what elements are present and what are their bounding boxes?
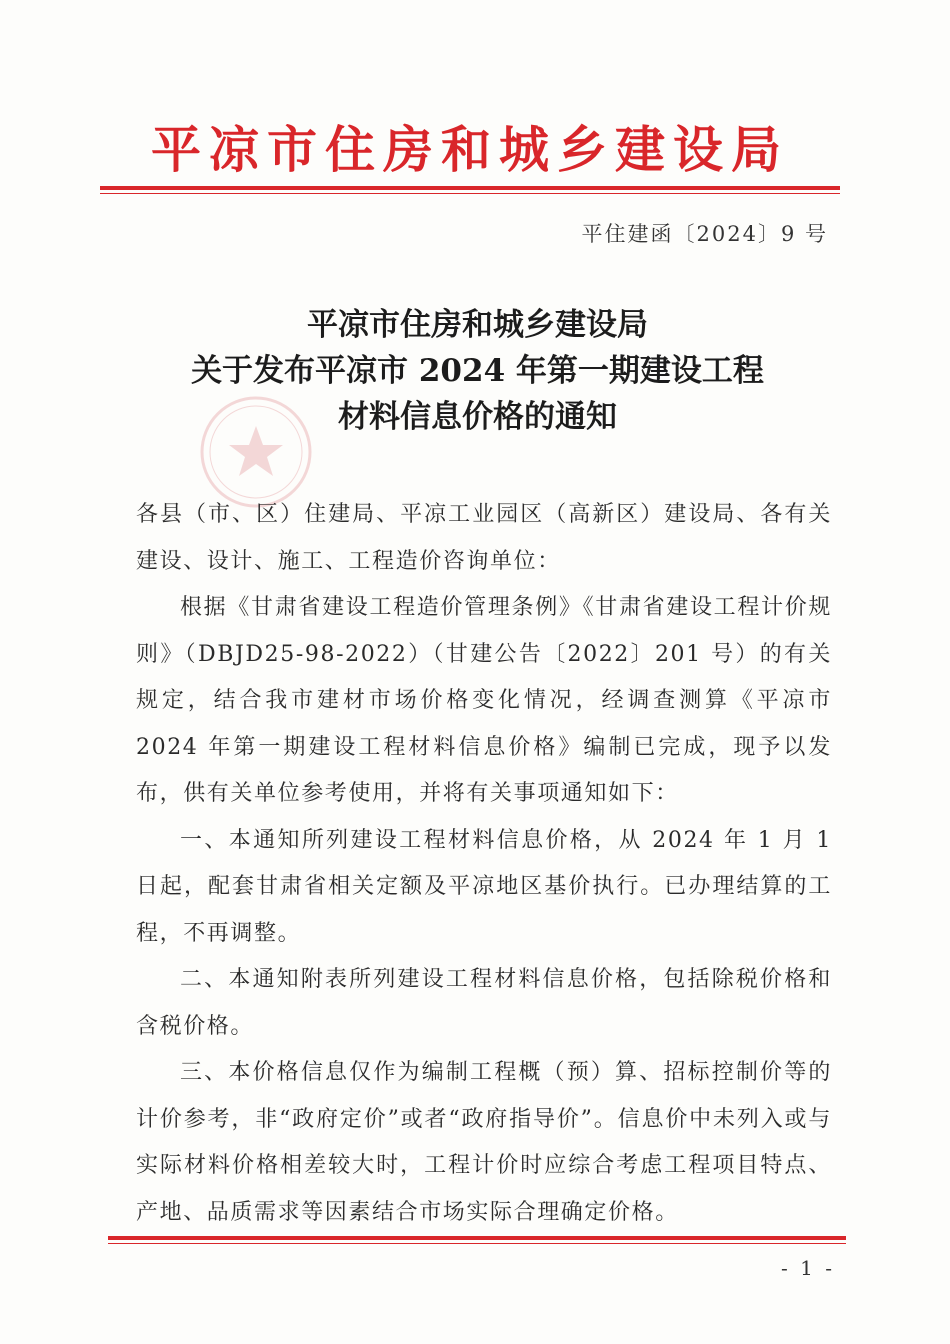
paragraph-basis: 根据《甘肃省建设工程造价管理条例》《甘肃省建设工程计价规则》（DBJD25-98-2022）（甘建公告〔2022〕201 号）的有关规定，结合我市建材市场价格变化情况，经调查测算《平凉市 2024 年第一期建设工程材料信息价格》编制已完成，现予以发布，供有关单位参考使用，并将有关事项通知如下： — [136, 595, 832, 806]
title-line-1: 平凉市住房和城乡建设局 — [307, 307, 648, 343]
notice-body — [136, 492, 832, 1236]
title-line-3: 材料信息价格的通知 — [338, 399, 617, 435]
salutation: 各县（市、区）住建局、平凉工业园区（高新区）建设局、各有关建设、设计、施工、工程造价咨询单位： — [136, 502, 832, 574]
footer-divider — [108, 1236, 846, 1244]
agency-header: 平凉市住房和城乡建设局 — [151, 121, 789, 179]
document-number: 平住建函〔2024〕9 号 — [581, 222, 828, 246]
item-one: 一、本通知所列建设工程材料信息价格，从 2024 年 1 月 1 日起，配套甘肃省相关定额及平凉地区基价执行。已办理结算的工程，不再调整。 — [136, 827, 832, 946]
item-two: 二、本通知附表所列建设工程材料信息价格，包括除税价格和含税价格。 — [136, 967, 832, 1039]
page-number: - 1 - — [781, 1256, 835, 1280]
item-three: 三、本价格信息仅作为编制工程概（预）算、招标控制价等的计价参考，非“政府定价”或者“政府指导价”。信息价中未列入或与实际材料价格相差较大时，工程计价时应综合考虑工程项目特点、产地、品质需求等因素结合市场实际合理确定价格。 — [136, 1060, 832, 1225]
notice-title — [100, 302, 855, 440]
title-line-2: 关于发布平凉市 2024 年第一期建设工程 — [191, 353, 764, 389]
header-divider — [100, 186, 840, 194]
